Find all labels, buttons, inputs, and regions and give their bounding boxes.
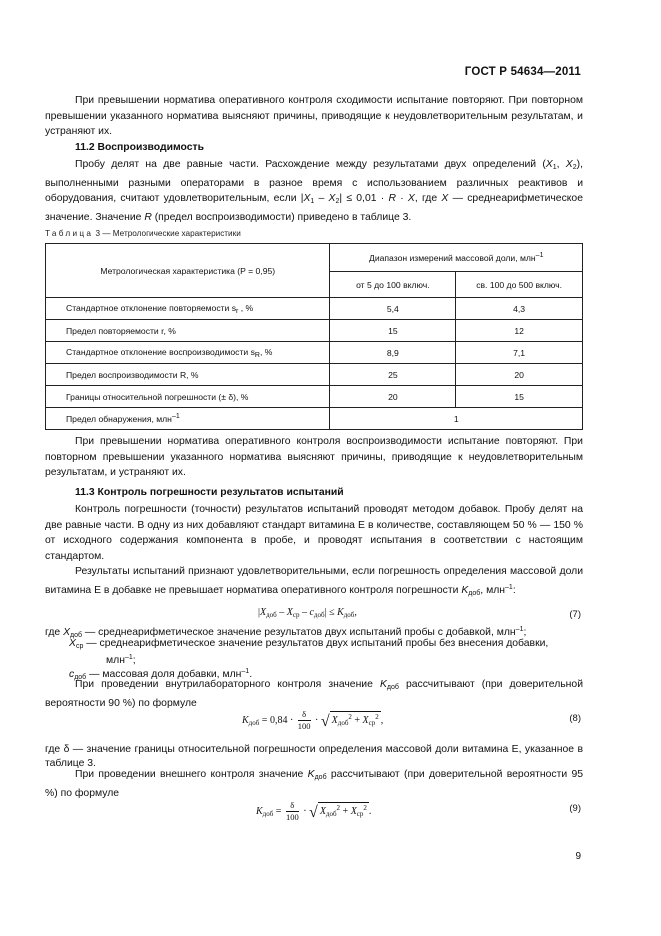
where-item-x-sr: $X_{ср}$ — среднеарифметическое значение результатов двух испытаний пробы без внесения добавки, [69, 638, 549, 650]
range-5-100-header: от 5 до 100 включ. [330, 272, 456, 298]
table-row-detection-limit: Предел обнаружения, млн$^{-1}$ 1 [46, 408, 583, 430]
section-11-3-heading: 11.3 Контроль погрешности результатов испытаний [75, 487, 344, 498]
paragraph-reproducibility: Пробу делят на две равные части. Расхождение между результатами двух определений ($X_1$, $X_2$), выполненными разными операторами в разное время с использованием различных реактивов и оборудования, считают удовлетворительным, если $|X_1 - X_2| \le 0,01 \cdot R \cdot X$, где X — среднеарифметическое значение. Значение R (предел воспроизводимости) приведено в таблице 3. [45, 159, 583, 223]
page-number: 9 [575, 851, 581, 862]
table-row: Предел повторяемости r, % 15 12 [46, 320, 583, 342]
table-row: Границы относительной погрешности (± δ), % 20 15 [46, 386, 583, 408]
paragraph-internal-control: При проведении внутрилабораторного контроля значение $K_{доб}$ рассчитывают (при доверительной вероятности 90 %) по формуле [45, 679, 583, 709]
metrological-characteristics-table [45, 243, 583, 430]
equation-9: $K_{доб}$ = $\frac{\delta}{100}$ · √ $X_{доб}^2 + X_{ср}^2$ . [256, 800, 372, 822]
section-11-2-heading: 11.2 Воспроизводимость [75, 142, 205, 153]
standard-header: ГОСТ Р 54634—2011 [464, 66, 581, 78]
paragraph-reproducibility-exceed: При превышении норматива оперативного контроля воспроизводимости испытание повторяют. При повторном превышении указанного норматива выясняют причины, приводящие к неудовлетворительным результатам, и устраняют их. [45, 436, 583, 479]
paragraph-repeatability-exceed: При превышении норматива оперативного контроля сходимости испытание повторяют. При повторном превышении указанного норматива выясняют причины, приводящие к неудовлетворительным результатам, и устраняют их. [45, 95, 583, 138]
where-item-delta: где δ — значение границы относительной погрешности определения массовой доли витамина Е, указанное в таблице 3. [45, 744, 583, 769]
where-item-c-dob: $c_{доб}$ — массовая доля добавки, млн$^{-1}$. [69, 668, 253, 681]
paragraph-external-control: При проведении внешнего контроля значение $K_{доб}$ рассчитывают (при доверительной вероятности 95 %) по формуле [45, 769, 583, 799]
equation-7-number: (7) [569, 609, 581, 620]
table-header-row [46, 244, 583, 272]
paragraph-results-acceptance: Результаты испытаний признают удовлетворительными, если погрешность определения массовой доли витамина Е в добавке не превышает норматива оперативного контроля погрешности $K_{доб}$, млн$^{-1}$: [45, 566, 583, 597]
where-item-x-dob: где $X_{доб}$ — среднеарифметическое значение результатов двух испытаний пробы с добавкой, млн$^{-1}$; [45, 626, 527, 639]
equation-7: $|X_{доб} - X_{ср} - c_{доб}| \le K_{доб}$, [258, 607, 357, 619]
where-item-x-sr-unit: млн$^{-1}$; [106, 654, 136, 666]
equation-8-number: (8) [569, 713, 581, 724]
table-row: Стандартное отклонение повторяемости $s_r$ , % 5,4 4,3 [46, 298, 583, 320]
paragraph-accuracy-control: Контроль погрешности (точности) результатов испытаний проводят методом добавок. Пробу делят на две равные части. В одну из них добавляют стандарт витамина Е в количестве, составляющем 50 % — 150 % от исходного содержания компонента в пробе, и проводят испытания в соответствии с настоящим стандартом. [45, 504, 583, 562]
table-row: Стандартное отклонение воспроизводимости $s_R$, % 8,9 7,1 [46, 342, 583, 364]
range-100-500-header: св. 100 до 500 включ. [456, 272, 583, 298]
equation-9-number: (9) [569, 803, 581, 814]
table-row: Предел воспроизводимости R, % 25 20 [46, 364, 583, 386]
range-header: Диапазон измерений массовой доли, млн$^{-1}$ [330, 244, 583, 272]
table-3-caption: Таблица 3 — Метрологические характеристики [45, 229, 241, 238]
characteristic-column-header: Метрологическая характеристика (P = 0,95) [46, 244, 330, 298]
equation-8: $K_{доб} = 0,84$ · $\frac{\delta}{100}$ · √ $X_{доб}^2 + X_{ср}^2$ , [242, 709, 384, 731]
